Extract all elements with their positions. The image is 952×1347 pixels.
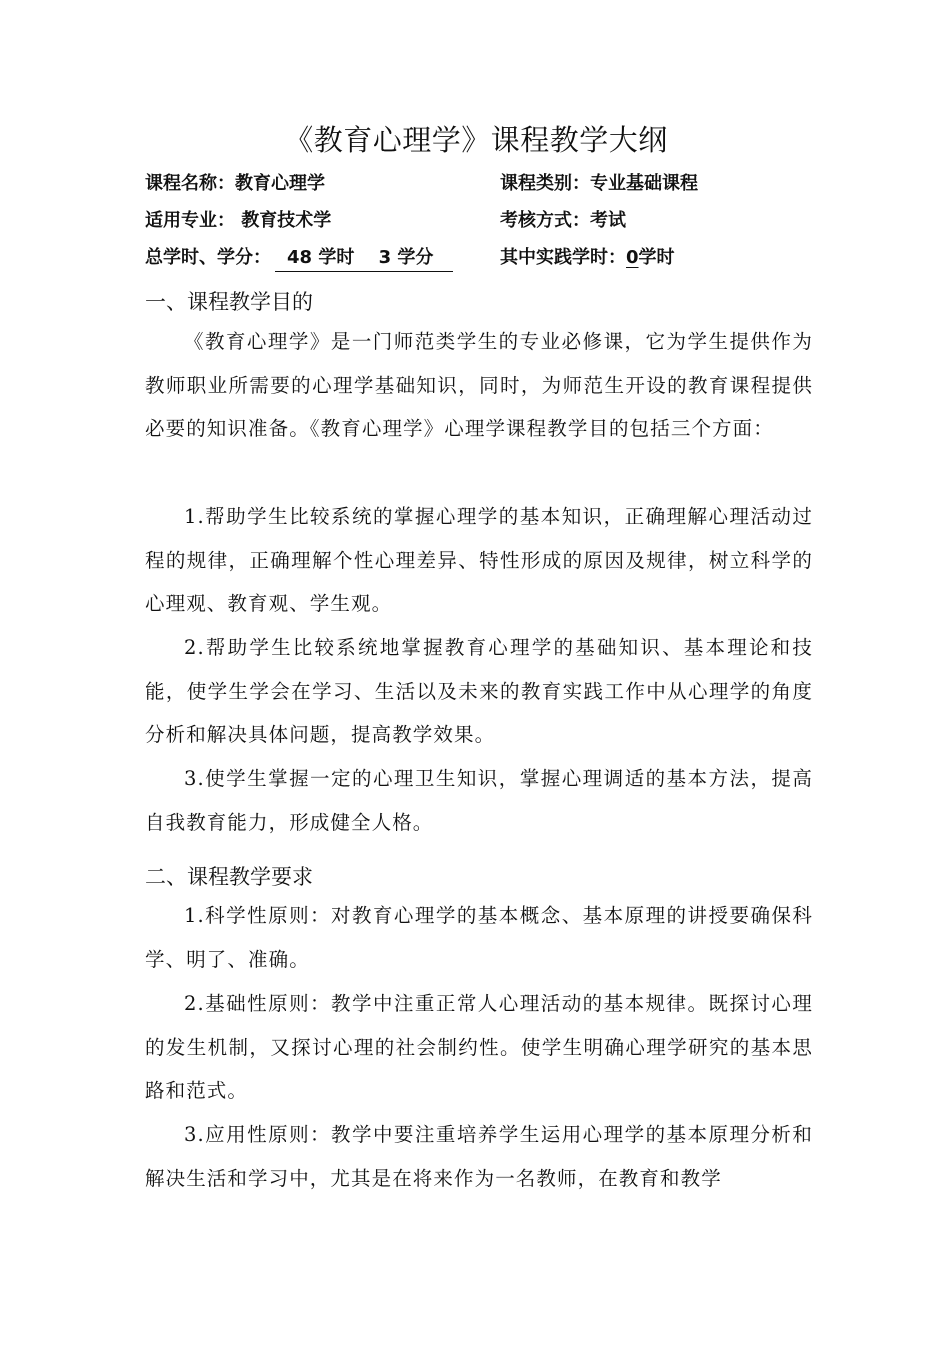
purpose-paragraph-3: 3.使学生掌握一定的心理卫生知识，掌握心理调适的基本方法，提高自我教育能力，形成健全人格。 — [145, 767, 813, 834]
requirement-paragraph-2: 2.基础性原则：教学中注重正常人心理活动的基本规律。既探讨心理的发生机制，又探讨心理的社会制约性。使学生明确心理学研究的基本思路和范式。 — [145, 992, 813, 1103]
practice-hours-unit: 学时 — [638, 247, 675, 268]
info-row-major — [145, 205, 825, 237]
purpose-paragraph-intro: 《教育心理学》是一门师范类学生的专业必修课，它为学生提供作为教师职业所需要的心理学基础知识，同时，为师范生开设的教育课程提供必要的知识准备。《教育心理学》心理学课程教学目的包括三个方面： — [145, 330, 813, 441]
requirement-paragraph-3: 3.应用性原则：教学中要注重培养学生运用心理学的基本原理分析和解决生活和学习中，尤其是在将来作为一名教师，在教育和教学 — [145, 1123, 813, 1190]
purpose-paragraph-1: 1.帮助学生比较系统的掌握心理学的基本知识，正确理解心理活动过程的规律，正确理解个性心理差异、特性形成的原因及规律，树立科学的心理观、教育观、学生观。 — [145, 505, 813, 616]
section-heading-requirements: 二、课程教学要求 — [145, 865, 313, 889]
purpose-paragraph-2: 2.帮助学生比较系统地掌握教育心理学的基础知识、基本理论和技能，使学生学会在学习、生活以及未来的教育实践工作中从心理学的角度分析和解决具体问题，提高教学效果。 — [145, 636, 813, 747]
assessment-method: 考核方式：考试 — [500, 210, 626, 231]
total-hours-value: 48 学时 3 学分 — [275, 245, 453, 272]
practice-hours-value: 0 — [626, 247, 639, 268]
total-hours-label: 总学时、学分： — [145, 247, 271, 268]
practice-hours-label: 其中实践学时： — [500, 247, 626, 268]
requirement-paragraph-1: 1.科学性原则：对教育心理学的基本概念、基本原理的讲授要确保科学、明了、准确。 — [145, 904, 813, 971]
practice-hours — [500, 242, 675, 274]
applicable-major: 适用专业： 教育技术学 — [145, 210, 332, 231]
document-title: 《教育心理学》课程教学大纲 — [284, 123, 668, 157]
section-heading-purpose: 一、课程教学目的 — [145, 290, 313, 314]
course-category: 课程类别：专业基础课程 — [500, 173, 698, 194]
info-row-course — [145, 168, 825, 200]
info-row-hours — [145, 242, 825, 274]
total-hours — [145, 242, 453, 274]
course-name: 课程名称：教育心理学 — [145, 173, 325, 194]
